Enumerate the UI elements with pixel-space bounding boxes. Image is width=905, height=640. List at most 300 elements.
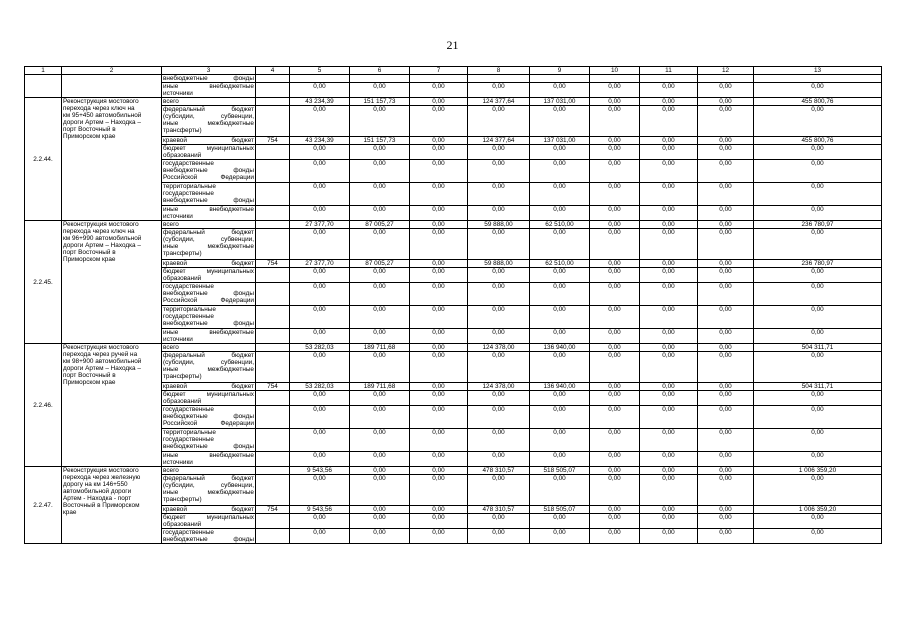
value-cell: 0,00 — [754, 406, 882, 429]
text-line: иные межбюджетные — [163, 120, 254, 127]
value-cell — [530, 75, 590, 83]
text-line: государственные — [163, 190, 214, 197]
value-cell: 137 031,00 — [530, 137, 590, 145]
funding-source-cell — [162, 352, 256, 383]
text-line: государственные — [163, 283, 214, 290]
value-cell: 0,00 — [530, 160, 590, 183]
text-line: источники — [163, 90, 193, 97]
value-cell: 0,00 — [754, 452, 882, 467]
value-cell: 0,00 — [410, 467, 468, 475]
text-line: Приморском крае — [63, 133, 116, 140]
item-number-cell: 2.2.44. — [25, 98, 62, 221]
value-cell: 0,00 — [754, 183, 882, 206]
value-cell: 0,00 — [410, 229, 468, 260]
value-cell: 0,00 — [590, 529, 640, 544]
value-cell: 0,00 — [640, 475, 698, 506]
text-line: иные внебюджетные — [163, 83, 254, 90]
value-cell: 0,00 — [530, 229, 590, 260]
value-cell: 0,00 — [410, 137, 468, 145]
value-cell: 0,00 — [698, 514, 754, 529]
value-cell: 0,00 — [640, 283, 698, 306]
value-cell: 0,00 — [640, 260, 698, 268]
value-cell: 455 800,76 — [754, 137, 882, 145]
value-cell: 0,00 — [590, 260, 640, 268]
value-cell: 0,00 — [530, 475, 590, 506]
value-cell — [468, 75, 530, 83]
value-cell: 0,00 — [290, 106, 350, 137]
funding-source-cell — [162, 221, 256, 229]
text-line: федеральный бюджет — [163, 352, 254, 359]
value-cell: 124 378,00 — [468, 344, 530, 352]
table-row — [25, 467, 882, 475]
value-cell: 0,00 — [698, 137, 754, 145]
value-cell: 0,00 — [410, 391, 468, 406]
value-cell: 0,00 — [468, 83, 530, 98]
value-cell: 0,00 — [640, 452, 698, 467]
value-cell: 0,00 — [350, 160, 410, 183]
value-cell: 0,00 — [410, 344, 468, 352]
text-line: крае — [63, 509, 77, 516]
text-line: государственные — [163, 406, 214, 413]
value-cell: 0,00 — [530, 206, 590, 221]
value-cell: 0,00 — [290, 183, 350, 206]
value-cell: 137 031,00 — [530, 98, 590, 106]
text-line: автомобильной дороги — [63, 488, 132, 495]
value-cell: 0,00 — [698, 106, 754, 137]
value-cell: 0,00 — [754, 83, 882, 98]
value-cell: 0,00 — [754, 268, 882, 283]
text-line: внебюджетные фонды — [163, 443, 254, 450]
value-cell: 0,00 — [350, 506, 410, 514]
text-line: образований — [163, 275, 202, 282]
text-line: внебюджетные фонды — [163, 197, 254, 204]
funding-source-cell — [162, 268, 256, 283]
funding-source-cell — [162, 452, 256, 467]
value-cell: 0,00 — [640, 391, 698, 406]
value-cell: 62 510,00 — [530, 221, 590, 229]
value-cell: 0,00 — [640, 98, 698, 106]
value-cell: 0,00 — [530, 183, 590, 206]
column-header: 3 — [162, 67, 256, 75]
text-line: иные внебюджетные — [163, 452, 254, 459]
value-cell: 0,00 — [640, 268, 698, 283]
value-cell: 0,00 — [590, 137, 640, 145]
value-cell: 0,00 — [410, 98, 468, 106]
funding-source-cell — [162, 383, 256, 391]
value-cell: 0,00 — [410, 383, 468, 391]
text-line: краевой бюджет — [163, 506, 254, 513]
kbk-code-cell: 754 — [256, 260, 290, 268]
value-cell: 0,00 — [590, 283, 640, 306]
text-line: внебюджетные фонды — [163, 320, 254, 327]
value-cell: 0,00 — [530, 268, 590, 283]
budget-table — [24, 66, 882, 544]
text-line: км 95+450 автомобильной — [63, 112, 142, 119]
column-header: 5 — [290, 67, 350, 75]
value-cell: 0,00 — [640, 429, 698, 452]
value-cell: 189 711,68 — [350, 383, 410, 391]
value-cell: 0,00 — [698, 429, 754, 452]
text-line: перехода через ручей на — [63, 351, 138, 358]
column-header: 10 — [590, 67, 640, 75]
value-cell: 124 377,64 — [468, 98, 530, 106]
value-cell: 0,00 — [350, 206, 410, 221]
value-cell: 0,00 — [290, 306, 350, 329]
text-line: Российской Федерации — [163, 297, 254, 304]
value-cell: 478 310,57 — [468, 506, 530, 514]
value-cell: 0,00 — [590, 383, 640, 391]
object-description-cell — [62, 75, 162, 98]
kbk-code-cell — [256, 452, 290, 467]
value-cell: 0,00 — [468, 529, 530, 544]
kbk-code-cell — [256, 352, 290, 383]
text-line: иные межбюджетные — [163, 243, 254, 250]
value-cell: 87 005,27 — [350, 260, 410, 268]
value-cell: 0,00 — [350, 467, 410, 475]
text-line: внебюджетные фонды — [163, 536, 254, 543]
value-cell: 0,00 — [290, 475, 350, 506]
value-cell: 0,00 — [590, 352, 640, 383]
value-cell: 151 157,73 — [350, 98, 410, 106]
value-cell: 0,00 — [290, 406, 350, 429]
value-cell: 0,00 — [530, 391, 590, 406]
value-cell: 0,00 — [640, 145, 698, 160]
value-cell: 0,00 — [698, 83, 754, 98]
value-cell — [698, 75, 754, 83]
value-cell: 0,00 — [410, 406, 468, 429]
funding-source-cell — [162, 344, 256, 352]
object-description-cell — [62, 344, 162, 467]
value-cell: 0,00 — [410, 145, 468, 160]
value-cell: 0,00 — [640, 529, 698, 544]
value-cell: 0,00 — [468, 206, 530, 221]
text-line: бюджет муниципальных — [163, 514, 254, 521]
value-cell: 455 800,76 — [754, 98, 882, 106]
value-cell: 0,00 — [640, 329, 698, 344]
value-cell: 0,00 — [640, 383, 698, 391]
column-header: 7 — [410, 67, 468, 75]
value-cell: 0,00 — [350, 329, 410, 344]
funding-source-cell — [162, 391, 256, 406]
value-cell: 0,00 — [590, 344, 640, 352]
value-cell: 0,00 — [640, 344, 698, 352]
value-cell: 0,00 — [640, 160, 698, 183]
value-cell — [350, 75, 410, 83]
value-cell: 0,00 — [410, 83, 468, 98]
text-line: трансферты) — [163, 127, 202, 134]
value-cell: 0,00 — [640, 137, 698, 145]
text-line: бюджет муниципальных — [163, 268, 254, 275]
value-cell: 0,00 — [590, 406, 640, 429]
value-cell: 0,00 — [530, 452, 590, 467]
kbk-code-cell — [256, 75, 290, 83]
value-cell: 0,00 — [754, 429, 882, 452]
value-cell: 0,00 — [410, 283, 468, 306]
kbk-code-cell — [256, 329, 290, 344]
value-cell: 0,00 — [640, 106, 698, 137]
value-cell: 0,00 — [590, 467, 640, 475]
value-cell: 0,00 — [590, 391, 640, 406]
value-cell: 87 005,27 — [350, 221, 410, 229]
text-line: дорогу на км 146+550 — [63, 481, 128, 488]
value-cell: 0,00 — [754, 283, 882, 306]
text-line: краевой бюджет — [163, 260, 254, 267]
text-line: (субсидии, субвенции, — [163, 113, 254, 120]
value-cell: 0,00 — [468, 452, 530, 467]
text-line: Реконструкция мостового — [63, 344, 139, 351]
funding-source-cell — [162, 229, 256, 260]
text-line: федеральный бюджет — [163, 229, 254, 236]
value-cell: 0,00 — [350, 391, 410, 406]
value-cell: 0,00 — [698, 329, 754, 344]
text-line: территориальные — [163, 183, 216, 190]
value-cell: 124 378,00 — [468, 383, 530, 391]
value-cell: 0,00 — [350, 529, 410, 544]
value-cell: 0,00 — [290, 529, 350, 544]
value-cell: 0,00 — [698, 306, 754, 329]
text-line: федеральный бюджет — [163, 475, 254, 482]
value-cell: 0,00 — [468, 429, 530, 452]
value-cell: 59 888,00 — [468, 221, 530, 229]
text-line: всего — [163, 221, 179, 228]
value-cell: 0,00 — [590, 429, 640, 452]
funding-source-cell — [162, 283, 256, 306]
column-number-header — [25, 67, 882, 75]
value-cell: 0,00 — [290, 206, 350, 221]
value-cell: 0,00 — [468, 306, 530, 329]
text-line: внебюджетные фонды — [163, 75, 254, 82]
value-cell: 0,00 — [350, 229, 410, 260]
value-cell: 0,00 — [590, 206, 640, 221]
value-cell: 0,00 — [468, 283, 530, 306]
item-number-cell: 2.2.45. — [25, 221, 62, 344]
value-cell: 0,00 — [590, 106, 640, 137]
value-cell: 0,00 — [754, 391, 882, 406]
value-cell: 0,00 — [350, 514, 410, 529]
text-line: образований — [163, 398, 202, 405]
column-header: 8 — [468, 67, 530, 75]
text-line: территориальные — [163, 429, 216, 436]
value-cell: 0,00 — [640, 229, 698, 260]
text-line: Реконструкция мостового — [63, 467, 139, 474]
value-cell: 0,00 — [290, 352, 350, 383]
value-cell: 0,00 — [468, 475, 530, 506]
text-line: государственные — [163, 436, 214, 443]
funding-source-cell — [162, 506, 256, 514]
funding-source-cell — [162, 306, 256, 329]
text-line: иные межбюджетные — [163, 366, 254, 373]
value-cell: 0,00 — [410, 352, 468, 383]
value-cell: 0,00 — [640, 183, 698, 206]
value-cell: 0,00 — [754, 145, 882, 160]
text-line: порт Восточный в — [63, 126, 116, 133]
value-cell: 0,00 — [640, 306, 698, 329]
value-cell: 0,00 — [410, 529, 468, 544]
value-cell: 0,00 — [698, 383, 754, 391]
value-cell: 43 234,39 — [290, 98, 350, 106]
value-cell: 0,00 — [698, 229, 754, 260]
value-cell: 59 888,00 — [468, 260, 530, 268]
text-line: Российской Федерации — [163, 174, 254, 181]
value-cell: 0,00 — [698, 352, 754, 383]
value-cell: 151 157,73 — [350, 137, 410, 145]
value-cell: 0,00 — [640, 83, 698, 98]
text-line: иные межбюджетные — [163, 489, 254, 496]
text-line: км 98+900 автомобильной — [63, 358, 142, 365]
text-line: дороги Артем – Находка – — [63, 365, 141, 372]
value-cell: 1 006 359,20 — [754, 506, 882, 514]
funding-source-cell — [162, 467, 256, 475]
value-cell: 0,00 — [350, 306, 410, 329]
funding-source-cell — [162, 206, 256, 221]
text-line: дороги Артем – Находка – — [63, 242, 141, 249]
value-cell: 0,00 — [410, 475, 468, 506]
value-cell: 0,00 — [640, 406, 698, 429]
value-cell: 0,00 — [698, 283, 754, 306]
value-cell: 0,00 — [350, 183, 410, 206]
funding-source-cell — [162, 429, 256, 452]
column-header: 13 — [754, 67, 882, 75]
text-line: краевой бюджет — [163, 137, 254, 144]
text-line: км 96+990 автомобильной — [63, 235, 142, 242]
value-cell: 0,00 — [350, 268, 410, 283]
object-description-cell — [62, 467, 162, 544]
kbk-code-cell: 754 — [256, 137, 290, 145]
value-cell: 0,00 — [410, 429, 468, 452]
text-line: образований — [163, 152, 202, 159]
value-cell: 0,00 — [698, 506, 754, 514]
value-cell: 0,00 — [698, 452, 754, 467]
value-cell: 0,00 — [698, 529, 754, 544]
value-cell: 0,00 — [590, 329, 640, 344]
value-cell: 0,00 — [290, 429, 350, 452]
kbk-code-cell: 754 — [256, 506, 290, 514]
value-cell: 0,00 — [754, 160, 882, 183]
value-cell: 0,00 — [350, 83, 410, 98]
value-cell: 0,00 — [290, 145, 350, 160]
value-cell: 0,00 — [590, 145, 640, 160]
value-cell: 136 940,00 — [530, 383, 590, 391]
value-cell: 236 780,97 — [754, 260, 882, 268]
kbk-code-cell — [256, 206, 290, 221]
value-cell: 0,00 — [410, 268, 468, 283]
value-cell: 0,00 — [698, 183, 754, 206]
text-line: краевой бюджет — [163, 383, 254, 390]
column-header: 12 — [698, 67, 754, 75]
value-cell: 0,00 — [590, 98, 640, 106]
text-line: Приморском крае — [63, 379, 116, 386]
value-cell: 136 940,00 — [530, 344, 590, 352]
funding-source-cell — [162, 75, 256, 83]
value-cell: 0,00 — [590, 229, 640, 260]
value-cell: 0,00 — [350, 352, 410, 383]
value-cell: 0,00 — [698, 391, 754, 406]
value-cell: 0,00 — [410, 329, 468, 344]
text-line: всего — [163, 467, 179, 474]
value-cell: 0,00 — [640, 467, 698, 475]
value-cell: 0,00 — [754, 475, 882, 506]
value-cell — [590, 75, 640, 83]
value-cell: 0,00 — [754, 229, 882, 260]
value-cell: 0,00 — [410, 452, 468, 467]
kbk-code-cell — [256, 160, 290, 183]
kbk-code-cell — [256, 283, 290, 306]
text-line: бюджет муниципальных — [163, 145, 254, 152]
text-line: образований — [163, 521, 202, 528]
value-cell: 0,00 — [698, 268, 754, 283]
text-line: источники — [163, 459, 193, 466]
value-cell: 0,00 — [530, 352, 590, 383]
value-cell: 0,00 — [530, 83, 590, 98]
text-line: трансферты) — [163, 373, 202, 380]
value-cell: 0,00 — [468, 145, 530, 160]
text-line: территориальные — [163, 306, 216, 313]
funding-source-cell — [162, 160, 256, 183]
value-cell: 0,00 — [754, 106, 882, 137]
item-number-cell — [25, 75, 62, 98]
value-cell: 0,00 — [468, 352, 530, 383]
value-cell: 0,00 — [754, 306, 882, 329]
value-cell: 0,00 — [468, 268, 530, 283]
value-cell: 0,00 — [590, 221, 640, 229]
value-cell: 0,00 — [590, 268, 640, 283]
value-cell: 518 505,07 — [530, 467, 590, 475]
value-cell: 0,00 — [410, 514, 468, 529]
text-line: Приморском крае — [63, 256, 116, 263]
text-line: источники — [163, 213, 193, 220]
value-cell: 0,00 — [530, 145, 590, 160]
value-cell: 0,00 — [698, 98, 754, 106]
table-row — [25, 98, 882, 106]
kbk-code-cell — [256, 529, 290, 544]
value-cell: 0,00 — [290, 452, 350, 467]
value-cell: 0,00 — [754, 352, 882, 383]
value-cell: 0,00 — [350, 475, 410, 506]
text-line: Артем - Находка - порт — [63, 495, 132, 502]
kbk-code-cell — [256, 145, 290, 160]
value-cell: 0,00 — [590, 506, 640, 514]
value-cell: 53 282,03 — [290, 344, 350, 352]
value-cell: 0,00 — [698, 221, 754, 229]
kbk-code-cell — [256, 106, 290, 137]
value-cell: 124 377,64 — [468, 137, 530, 145]
kbk-code-cell — [256, 83, 290, 98]
kbk-code-cell — [256, 475, 290, 506]
value-cell: 0,00 — [530, 283, 590, 306]
funding-source-cell — [162, 529, 256, 544]
value-cell: 62 510,00 — [530, 260, 590, 268]
text-line: иные внебюджетные — [163, 206, 254, 213]
value-cell: 0,00 — [640, 506, 698, 514]
value-cell: 0,00 — [590, 514, 640, 529]
value-cell: 504 311,71 — [754, 344, 882, 352]
text-line: всего — [163, 344, 179, 351]
object-description-cell — [62, 98, 162, 221]
value-cell: 236 780,97 — [754, 221, 882, 229]
value-cell: 0,00 — [468, 329, 530, 344]
text-line: порт Восточный в — [63, 372, 116, 379]
value-cell — [754, 75, 882, 83]
funding-source-cell — [162, 83, 256, 98]
text-line: иные внебюджетные — [163, 329, 254, 336]
value-cell: 0,00 — [410, 106, 468, 137]
text-line: (субсидии, субвенции, — [163, 359, 254, 366]
value-cell: 27 377,70 — [290, 260, 350, 268]
funding-source-cell — [162, 514, 256, 529]
value-cell: 0,00 — [590, 83, 640, 98]
value-cell: 0,00 — [698, 344, 754, 352]
funding-source-cell — [162, 145, 256, 160]
